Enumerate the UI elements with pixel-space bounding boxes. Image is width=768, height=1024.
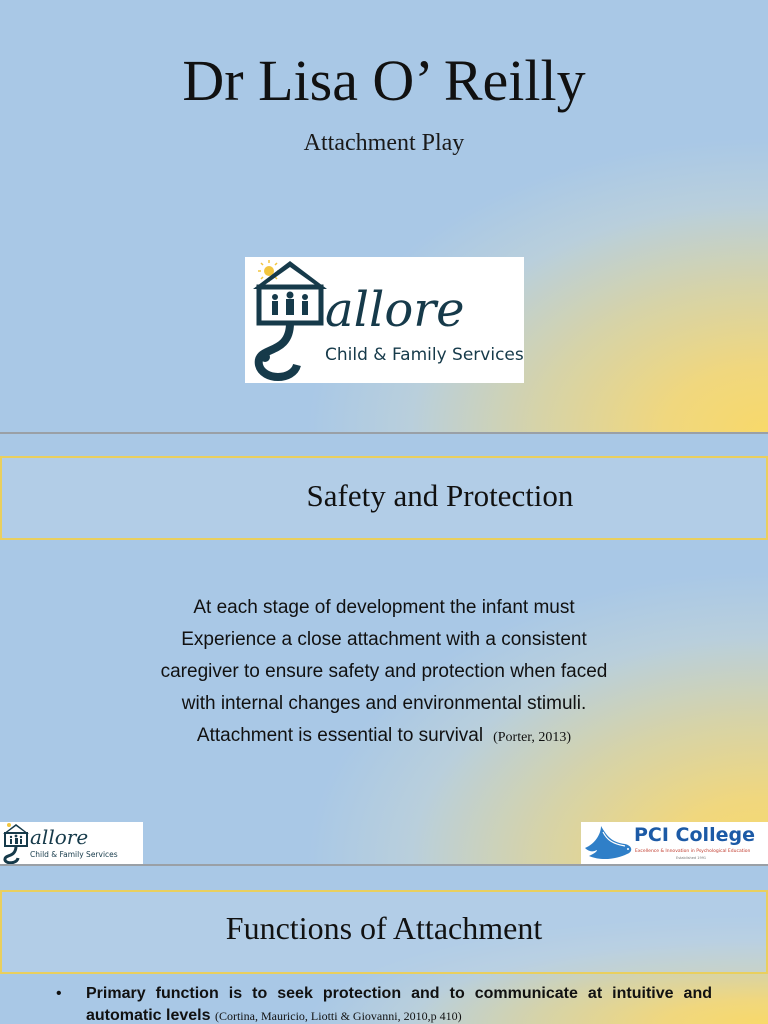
bullet-text: Primary function is to seek protection and to communicate at intuitive and automatic levels xyxy=(86,985,712,1024)
slide-title: Functions of Attachment xyxy=(225,910,543,946)
paragraph-line: with internal changes and environmental stimuli. xyxy=(181,693,587,714)
paragraph-line: Experience a close attachment with a consistent xyxy=(181,629,587,650)
gallore-tagline: Child & Family Services xyxy=(325,345,524,365)
pci-college-established: Established 1991 xyxy=(676,856,707,860)
presentation-subtitle: Attachment Play xyxy=(303,130,465,156)
pci-college-tagline: Excellence & Innovation in Psychological Education xyxy=(635,849,751,854)
gallore-wordmark: allore xyxy=(325,282,465,338)
paragraph-line-last xyxy=(120,720,648,754)
pci-college-logo xyxy=(581,822,768,864)
body-paragraph xyxy=(120,592,648,754)
slide-safety-protection xyxy=(0,434,768,864)
bullet-marker: • xyxy=(56,985,62,1002)
citation: (Porter, 2013) xyxy=(493,730,572,745)
slide-title xyxy=(0,0,768,432)
gallore-tagline: Child & Family Services xyxy=(30,850,118,859)
gallore-logo-small xyxy=(0,822,143,864)
paragraph-line: Attachment is essential to survival xyxy=(196,725,484,746)
bullet-citation: (Cortina, Mauricio, Liotti & Giovanni, 2010,p 410) xyxy=(214,1009,462,1023)
paragraph-line: caregiver to ensure safety and protection when faced xyxy=(160,661,608,682)
pci-college-name: PCI College xyxy=(634,824,755,846)
slide-functions-attachment xyxy=(0,866,768,1024)
paragraph-line: At each stage of development the infant must xyxy=(193,597,575,618)
gallore-logo xyxy=(245,257,524,383)
slide-title: Safety and Protection xyxy=(306,478,574,513)
gallore-wordmark: allore xyxy=(30,825,89,849)
bullet-list xyxy=(56,983,712,1024)
presenter-name: Dr Lisa O’ Reilly xyxy=(182,48,586,113)
bullet-item xyxy=(56,983,712,1024)
